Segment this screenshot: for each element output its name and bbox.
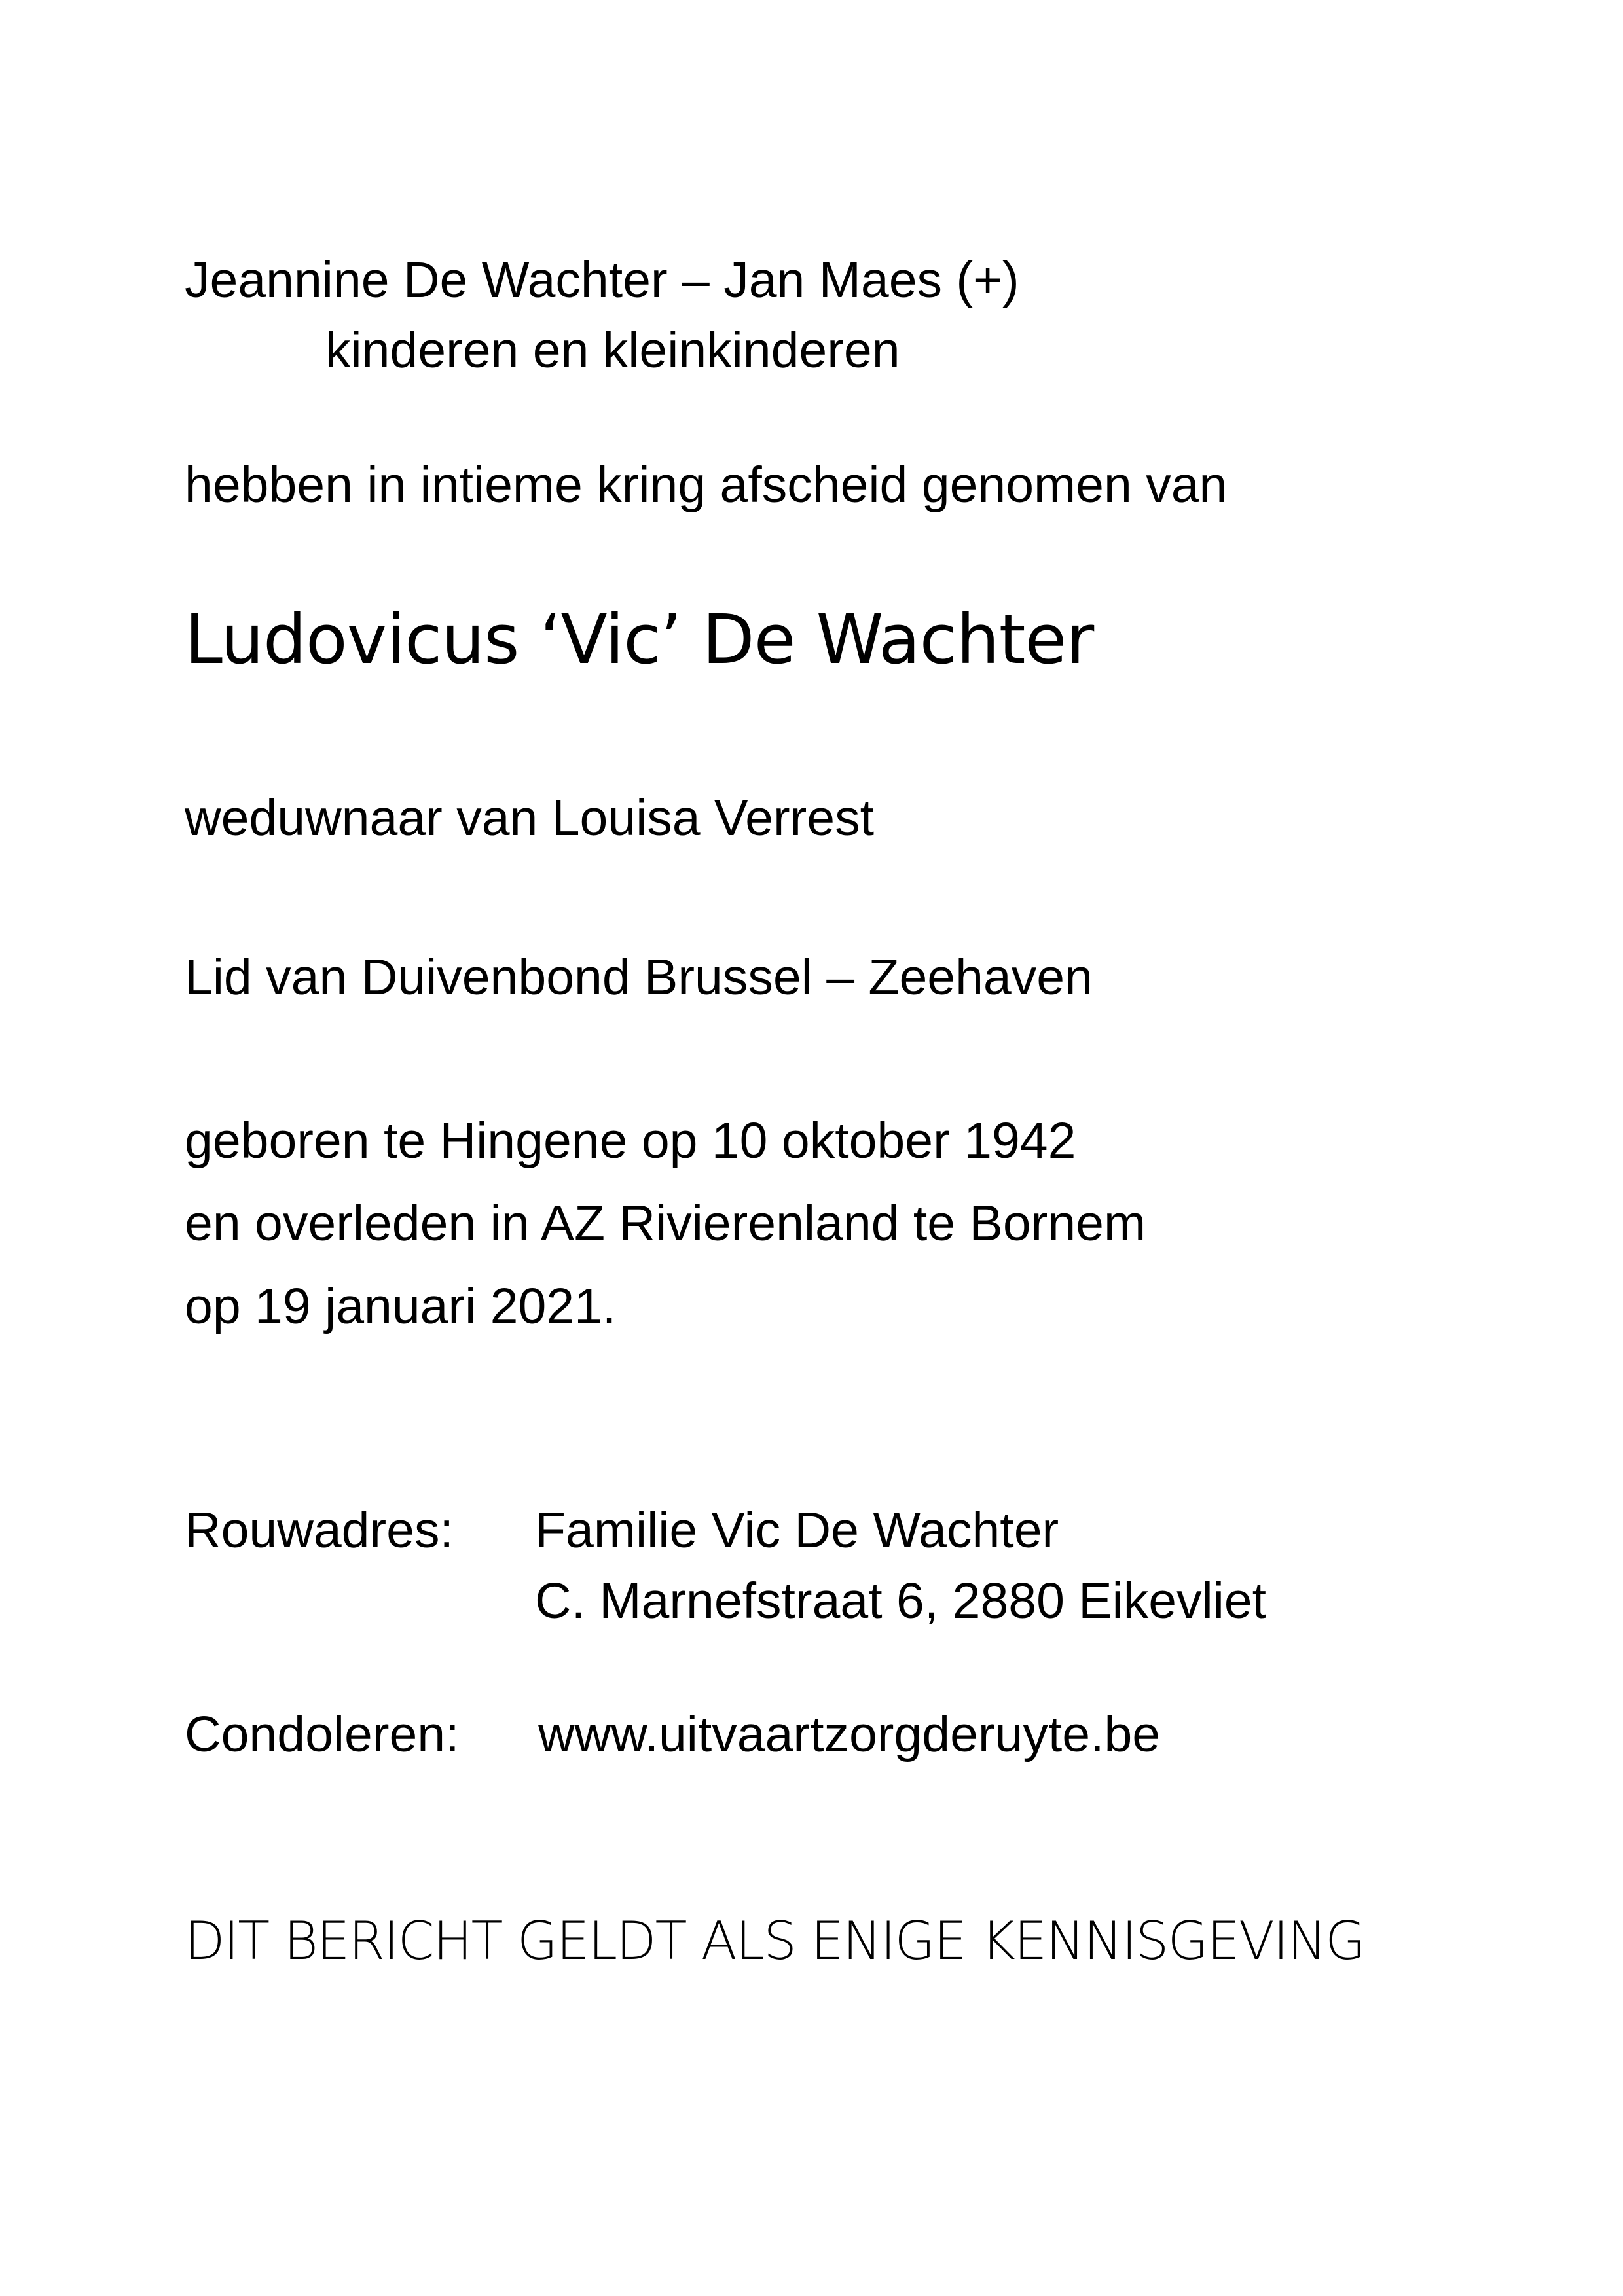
death-text: en overleden in AZ Rivierenland te Bornem (185, 1195, 1146, 1251)
address-label: Rouwadres: (185, 1502, 454, 1558)
birth-text: geboren te Hingene op 10 oktober 1942 (185, 1113, 1076, 1169)
address-line-2: C. Marnefstraat 6, 2880 Eikevliet (535, 1573, 1267, 1629)
family-line-1: Jeannine De Wachter – Jan Maes (+) (185, 252, 1019, 308)
notice-text: DIT BERICHT GELDT ALS ENIGE KENNISGEVING (185, 1910, 1365, 1971)
membership-text: Lid van Duivenbond Brussel – Zeehaven (185, 949, 1093, 1005)
address-line-1: Familie Vic De Wachter (535, 1502, 1059, 1558)
widower-text: weduwnaar van Louisa Verrest (185, 790, 874, 846)
death-date-text: op 19 januari 2021. (185, 1278, 617, 1335)
farewell-text: hebben in intieme kring afscheid genomen van (185, 457, 1228, 513)
condolence-link[interactable]: www.uitvaartzorgderuyte.be (538, 1706, 1161, 1763)
deceased-name: Ludovicus ‘Vic’ De Wachter (185, 600, 1094, 679)
condolence-label: Condoleren: (185, 1706, 460, 1763)
family-line-2: kinderen en kleinkinderen (325, 322, 900, 378)
